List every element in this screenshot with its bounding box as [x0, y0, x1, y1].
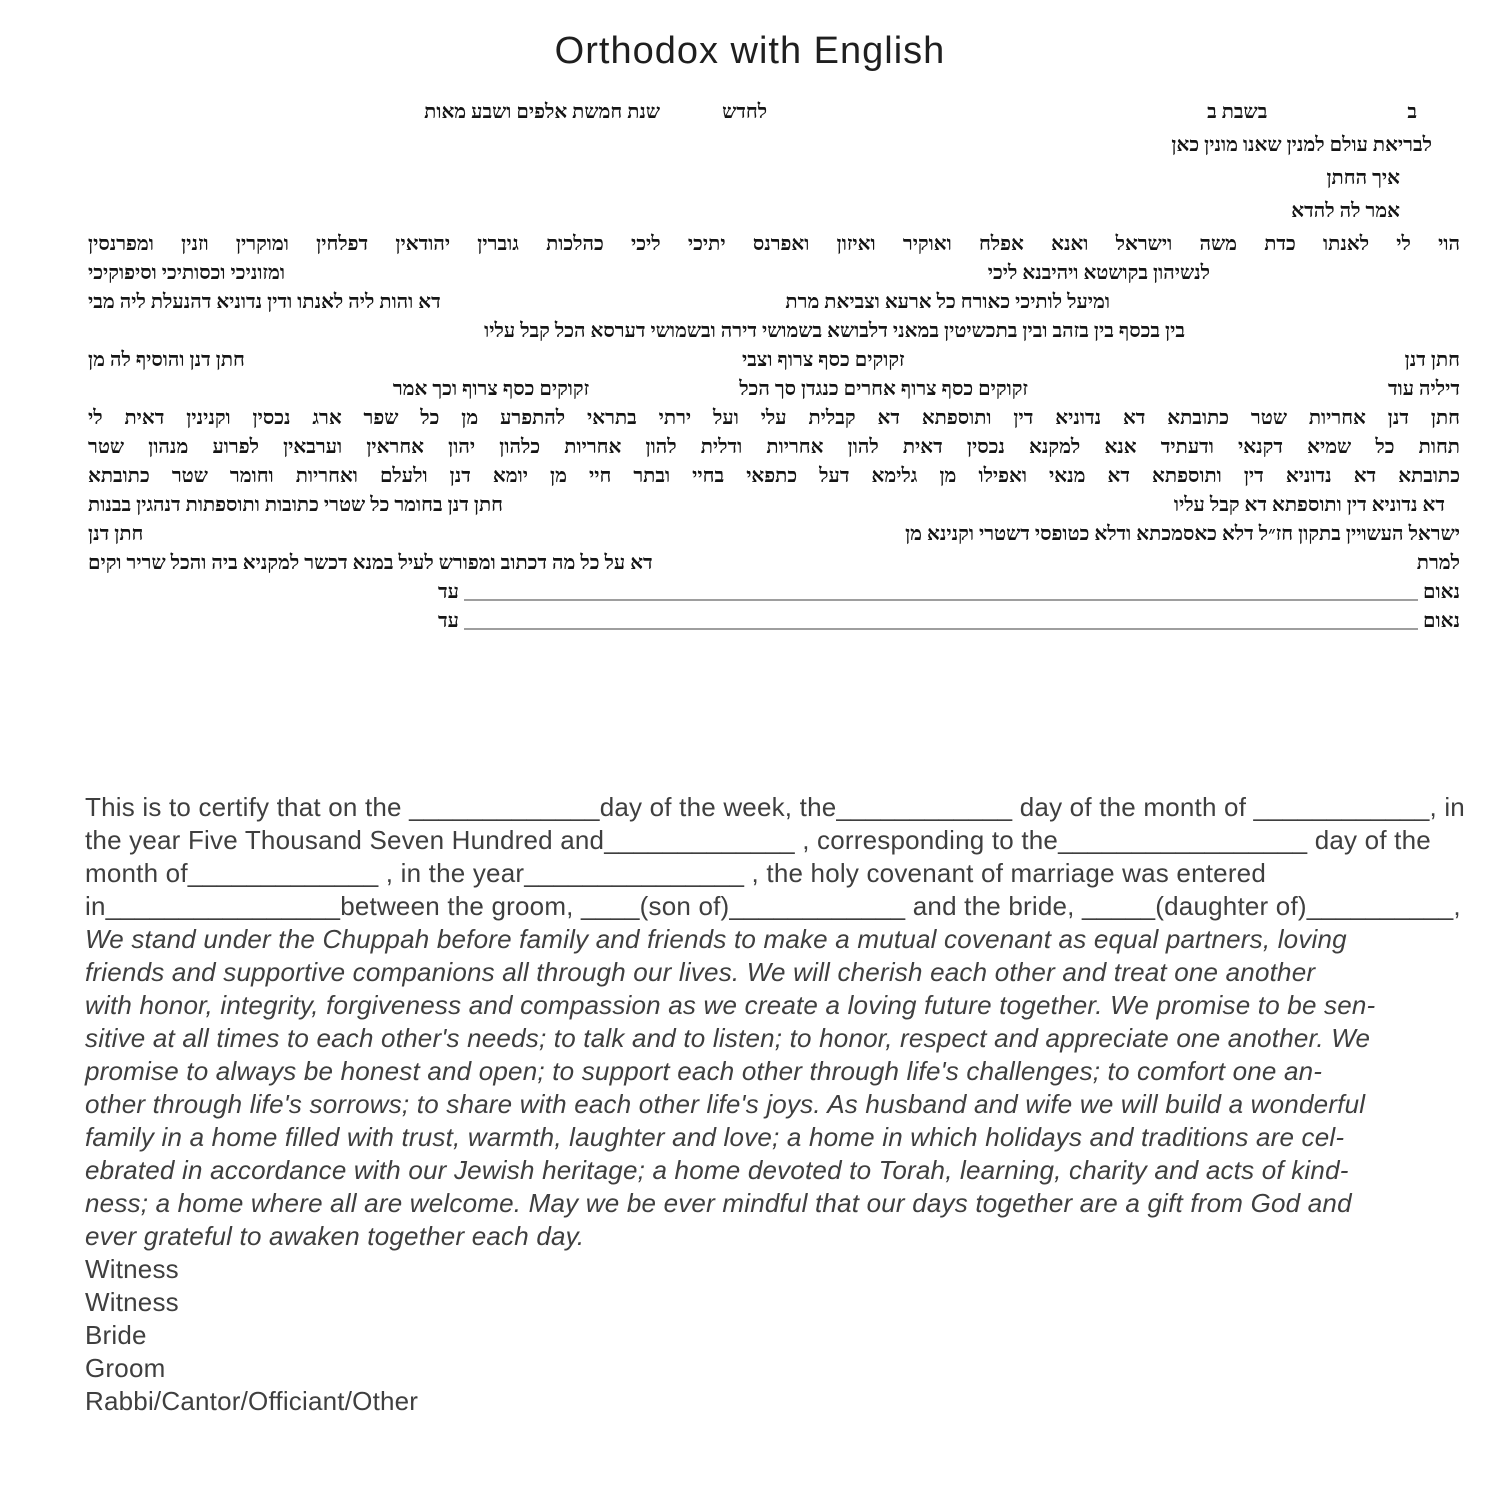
hebrew-text: לבריאת עולם למנין שאנו מונין כאן [1171, 134, 1432, 156]
vow-line: ness; a home where all are welcome. May we be ever mindful that our days together are a gift from God and [85, 1188, 1352, 1218]
vow-lines [85, 924, 1445, 1254]
signature-label: Bride [85, 1320, 147, 1350]
hebrew-line [88, 133, 1460, 166]
hebrew-text: חתן דנן [88, 523, 144, 545]
certificate-line: in________________between the groom, ____(son of)____________ and the bride, _____(daughter of)__________, [85, 891, 1461, 921]
certificate-line: the year Five Thousand Seven Hundred and_____________ , corresponding to the_________________ day of the [85, 825, 1431, 855]
hebrew-text: עד [438, 581, 459, 603]
page-title: Orthodox with English [554, 30, 946, 72]
certificate-line: month of_____________ , in the year_______________ , the holy covenant of marriage was entered [85, 858, 1266, 888]
blank-space [653, 551, 1417, 552]
hebrew-line [88, 261, 1460, 290]
blank-space [441, 290, 786, 291]
hebrew-line [88, 100, 1460, 133]
hebrew-line [88, 290, 1460, 319]
blank-space [1028, 377, 1388, 378]
vow-line: We stand under the Chuppah before family and friends to make a mutual covenant as equal partners, loving [85, 924, 1347, 954]
hebrew-text: דא על כל מה דכתוב ומפורש לעיל במנא דכשר למקניא ביה והכל שריר וקים [88, 552, 653, 574]
hebrew-line [88, 377, 1460, 406]
hebrew-text: למרת [1416, 552, 1460, 574]
signature-rule [464, 580, 1418, 601]
hebrew-text: ב [1407, 101, 1417, 123]
hebrew-text: דיליה עוד [1387, 378, 1460, 400]
hebrew-text: בשבת ב [1207, 101, 1268, 123]
hebrew-line [88, 551, 1460, 580]
hebrew-text: נאום [1423, 581, 1460, 603]
english-section [85, 792, 1465, 1419]
hebrew-text: דא והות ליה לאנתו ודין נדוניא דהנעלת ליה מבי [88, 291, 441, 313]
hebrew-line [88, 493, 1460, 522]
blank-space [589, 377, 739, 378]
vow-line: friends and supportive companions all through our lives. We will cherish each other and treat one another [85, 957, 1316, 987]
blank-space [503, 493, 1174, 494]
vow-line: ebrated in accordance with our Jewish heritage; a home devoted to Torah, learning, charity and acts of kind- [85, 1155, 1349, 1185]
blank-space [245, 348, 742, 349]
hebrew-text: איך החתן [1326, 167, 1400, 189]
hebrew-line [88, 522, 1460, 551]
hebrew-text: ומיעל לותיכי כאורח כל ארעא וצביאת מרת [785, 291, 1110, 313]
hebrew-text: ישראל העשויין בתקון חז״ל דלא כאסמכתא ודלא כטופסי דשטרי וקנינא מן [905, 523, 1460, 545]
hebrew-line: הוי לי לאנתו כדת משה וישראל ואנא אפלח ואוקיר ואיזון ואפרנס יתיכי ליכי כהלכות גוברין יהודאין דפלחין ומוקרין וזנין ומפרנסין [88, 233, 1460, 255]
hebrew-line: תחות כל שמיא דקנאי ודעתיד אנא למקנא נכסין דאית להון אחריות ודלית להון אחריות כלהון יהון אחראין וערבאין לפרוע מנהון שטר [88, 436, 1460, 458]
signature-rule [464, 609, 1418, 630]
vow-line: promise to always be honest and open; to support each other through life's challenges; to comfort one an- [85, 1056, 1323, 1086]
hebrew-text: חתן דנן בחומר כל שטרי כתובות ותוספתות דנהגין בבנות [88, 494, 503, 516]
hebrew-text: עד [438, 610, 459, 632]
hebrew-line [88, 580, 1460, 609]
blank-space [905, 348, 1405, 349]
signature-labels [85, 1254, 1445, 1419]
hebrew-text: שנת חמשת אלפים ושבע מאות [424, 101, 661, 123]
hebrew-text: בין בכסף בין בזהב ובין בתכשיטין במאני דלבושא בשמושי דירה ובשמושי דערסא הכל קבל עליו [484, 320, 1185, 342]
vow-line: with honor, integrity, forgiveness and compassion as we create a loving future together. We promise to be sen- [85, 990, 1376, 1020]
hebrew-line [88, 199, 1460, 232]
hebrew-text: נאום [1423, 610, 1460, 632]
hebrew-text: אמר לה להדא [1291, 200, 1400, 222]
hebrew-line [88, 348, 1460, 377]
vow-line: family in a home filled with trust, warmth, laughter and love; a home in which holidays and traditions are cel- [85, 1122, 1345, 1152]
certificate-line: This is to certify that on the _____________day of the week, the____________ day of the month of ____________, in [85, 792, 1465, 822]
hebrew-text: ומזוניכי וכסותיכי וסיפוקיכי [88, 262, 285, 284]
hebrew-text: חתן דנן והוסיף לה מן [88, 349, 245, 371]
hebrew-text: חתן דנן [1404, 349, 1460, 371]
vow-line: ever grateful to awaken together each day. [85, 1221, 585, 1251]
hebrew-text: זקוקים כסף צרוף וכך אמר [392, 378, 590, 400]
hebrew-text: לנשיהון בקושטא ויהיבנא ליכי [987, 262, 1210, 284]
signature-label: Groom [85, 1353, 166, 1383]
blank-space [143, 522, 905, 523]
hebrew-text: זקוקים כסף צרוף וצבי [742, 349, 905, 371]
blank-space [660, 100, 722, 101]
hebrew-line [88, 166, 1460, 199]
hebrew-text: זקוקים כסף צרוף אחרים כנגדן סך הכל [739, 378, 1028, 400]
vow-line: other through life's sorrows; to share with each other life's joys. As husband and wife we will build a wonderful [85, 1089, 1366, 1119]
certificate-lines [85, 792, 1465, 924]
signature-label: Rabbi/Cantor/Officiant/Other [85, 1386, 419, 1416]
hebrew-text: לחדש [722, 101, 768, 123]
blank-space [285, 261, 988, 262]
hebrew-line [88, 319, 1460, 348]
vow-line: sitive at all times to each other's needs; to talk and to listen; to honor, respect and appreciate one another. We [85, 1023, 1371, 1053]
hebrew-section [88, 100, 1460, 638]
hebrew-text: דא נדוניא דין ותוספתא דא קבל עליו [1173, 494, 1445, 516]
hebrew-line: חתן דנן אחריות שטר כתובתא דא נדוניא דין ותוספתא דא קבלית עלי ועל ירתי בתראי להתפרע מן כל שפר ארג נכסין וקנינין דאית לי [88, 407, 1460, 429]
hebrew-line: כתובתא דא נדוניא דין ותוספתא דא מנאי ואפילו מן גלימא דעל כתפאי בחיי ובתר חיי מן יומא דנן ולעלם ואחריות וחומר שטר כתובתא [88, 465, 1460, 487]
blank-space [1267, 100, 1407, 101]
signature-label: Witness [85, 1254, 179, 1284]
hebrew-line [88, 609, 1460, 638]
blank-space [767, 100, 1207, 101]
signature-label: Witness [85, 1287, 179, 1317]
